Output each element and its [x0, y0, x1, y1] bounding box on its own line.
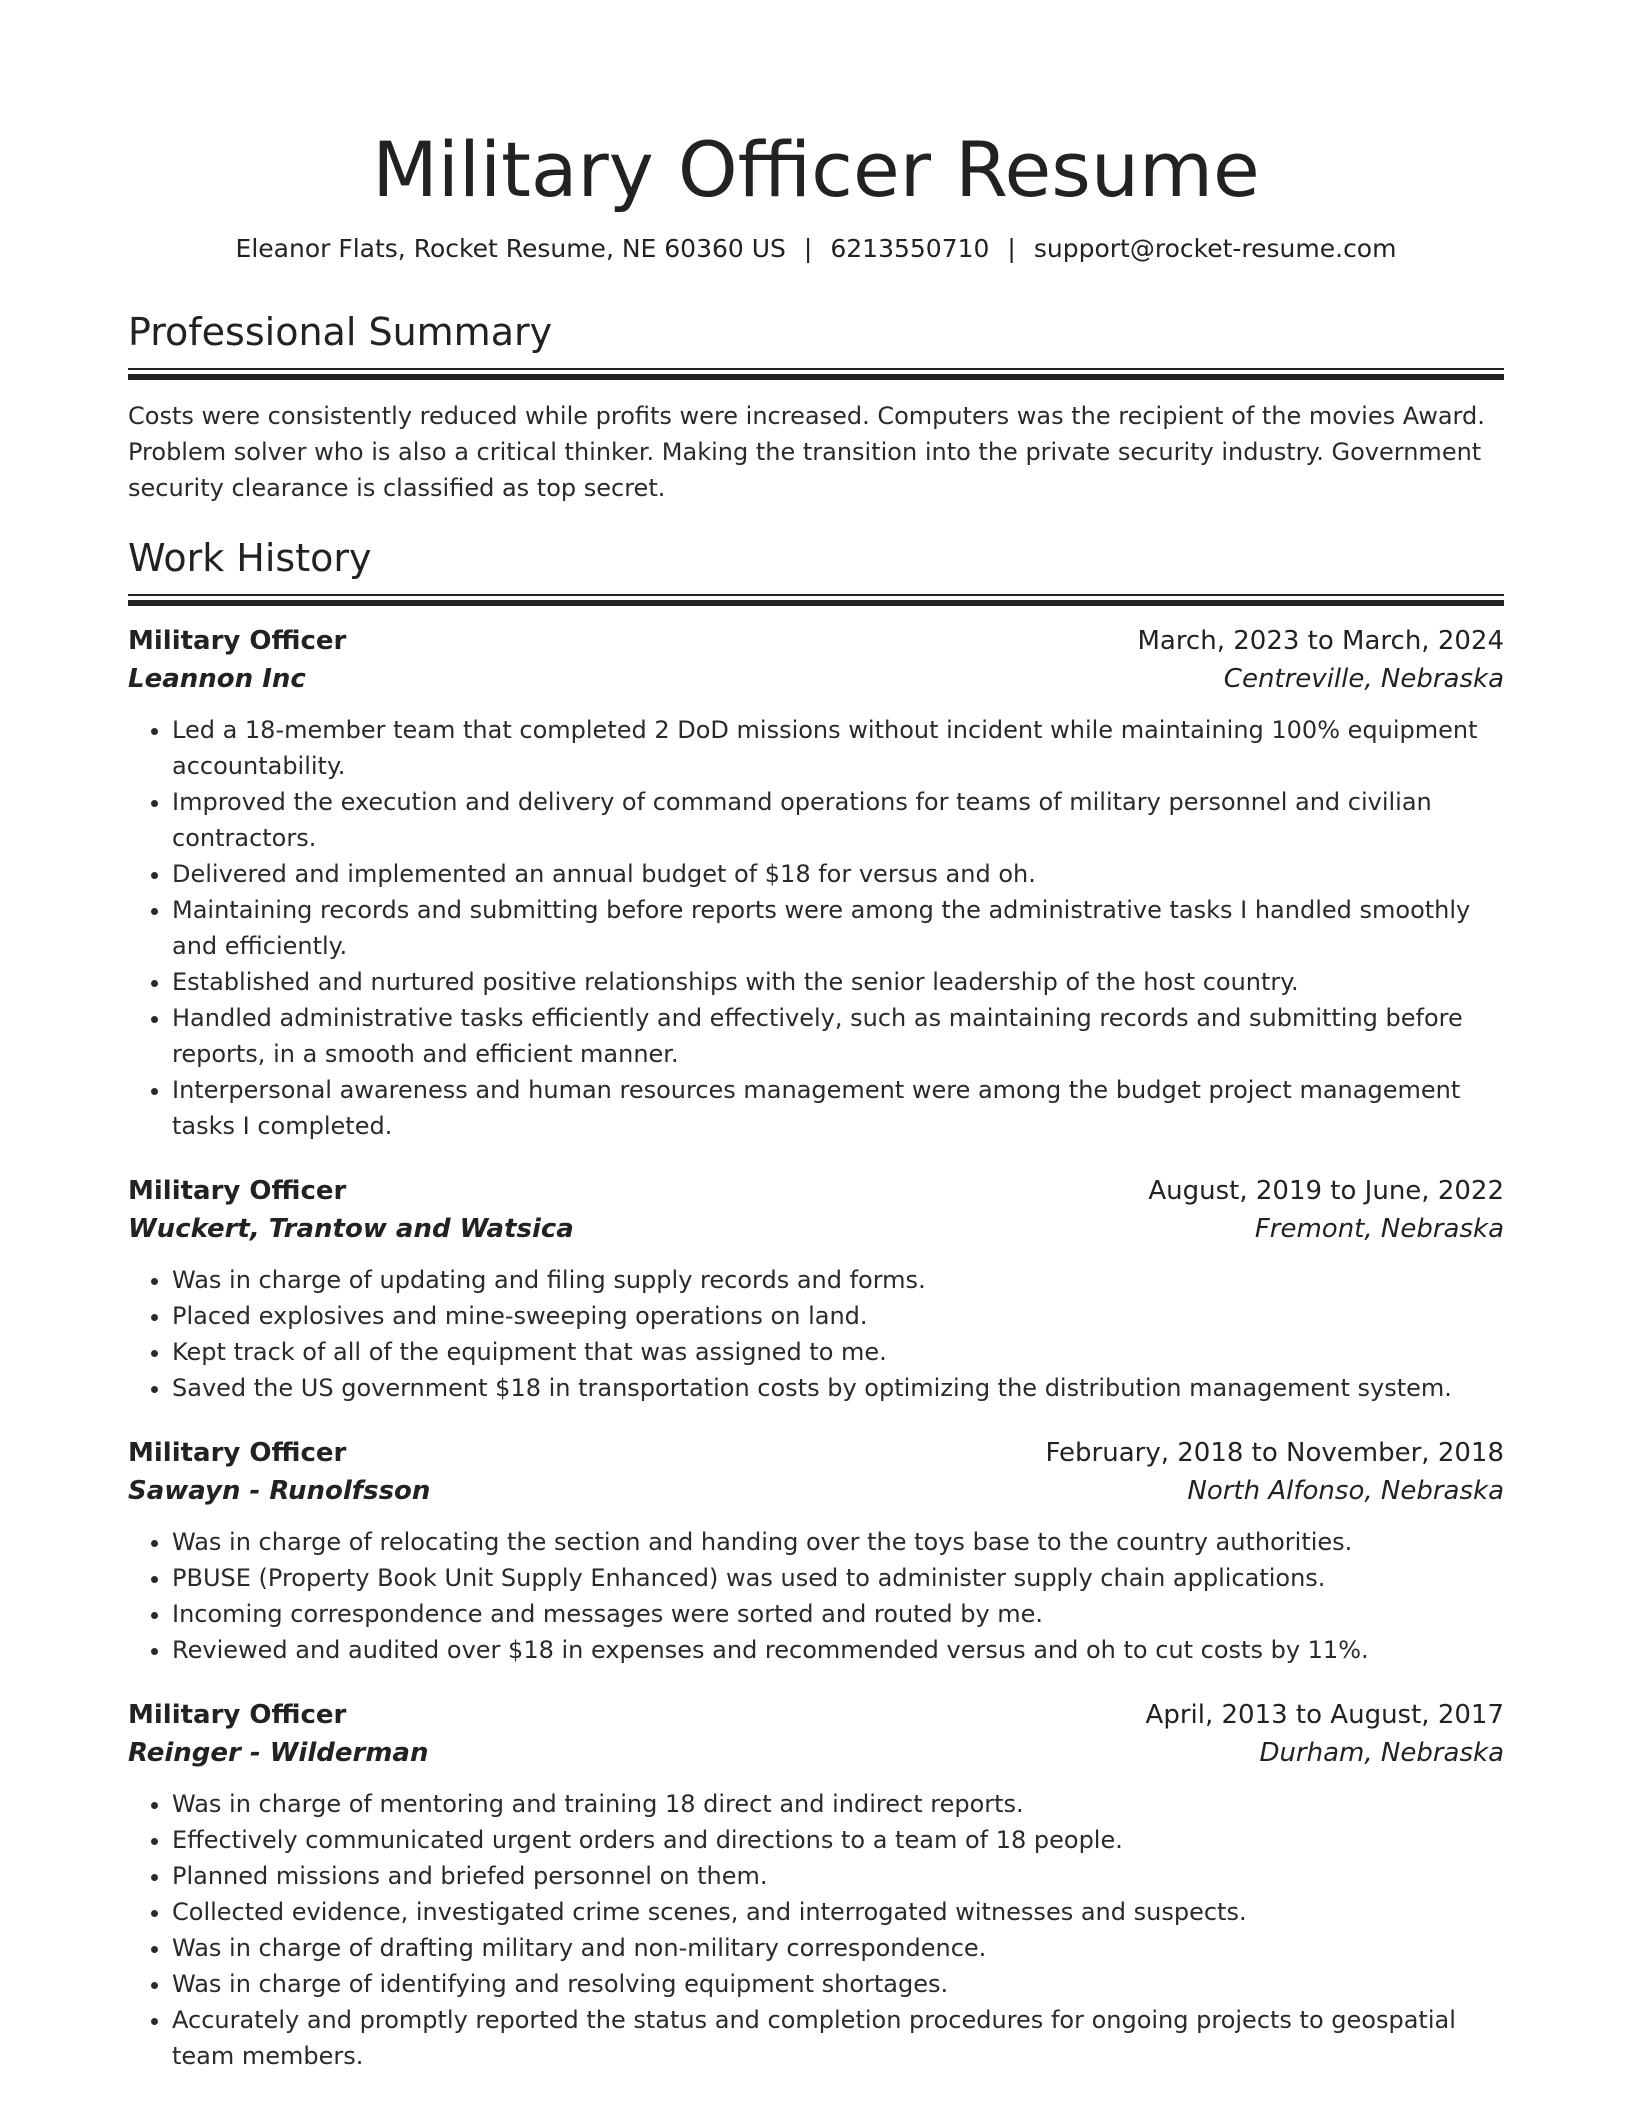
list-item: • Was in charge of identifying and resolving equipment shortages. [172, 1966, 1504, 2002]
job-location: Fremont, Nebraska [1254, 1214, 1504, 1244]
job-dates: March, 2023 to March, 2024 [1137, 626, 1504, 656]
list-item: • Placed explosives and mine-sweeping operations on land. [172, 1298, 1504, 1334]
job-bullets [128, 1262, 1504, 1406]
job-dates: February, 2018 to November, 2018 [1045, 1438, 1504, 1468]
contact-phone: 6213550710 [830, 234, 990, 263]
list-item: • Effectively communicated urgent orders and directions to a team of 18 people. [172, 1822, 1504, 1858]
job-entry [128, 1696, 1504, 2074]
job-location: North Alfonso, Nebraska [1187, 1476, 1504, 1506]
job-dates: April, 2013 to August, 2017 [1145, 1700, 1504, 1730]
job-entry [128, 622, 1504, 1144]
job-company: Wuckert, Trantow and Watsica [128, 1214, 574, 1244]
list-item: • Kept track of all of the equipment that was assigned to me. [172, 1334, 1504, 1370]
resume-page [128, 0, 1504, 2074]
list-item: • Accurately and promptly reported the status and completion procedures for ongoing projects to geospatial team members. [172, 2002, 1504, 2074]
job-bullets [128, 1786, 1504, 2074]
job-location: Centreville, Nebraska [1223, 664, 1504, 694]
job-title: Military Officer [128, 1700, 347, 1730]
list-item: • Was in charge of relocating the section and handing over the toys base to the country authorities. [172, 1524, 1504, 1560]
job-location: Durham, Nebraska [1259, 1738, 1504, 1768]
job-bullets [128, 1524, 1504, 1668]
list-item: • Was in charge of drafting military and non-military correspondence. [172, 1930, 1504, 1966]
list-item: • Incoming correspondence and messages were sorted and routed by me. [172, 1596, 1504, 1632]
list-item: • Planned missions and briefed personnel on them. [172, 1858, 1504, 1894]
contact-separator: | [1007, 234, 1016, 263]
list-item: • Was in charge of updating and filing supply records and forms. [172, 1262, 1504, 1298]
job-title: Military Officer [128, 626, 347, 656]
list-item: • Was in charge of mentoring and training 18 direct and indirect reports. [172, 1786, 1504, 1822]
job-entry [128, 1172, 1504, 1406]
list-item: • Interpersonal awareness and human resources management were among the budget project management tasks I completed. [172, 1072, 1504, 1144]
section-divider [128, 594, 1504, 606]
list-item: • Handled administrative tasks efficiently and effectively, such as maintaining records and submitting before reports, in a smooth and efficient manner. [172, 1000, 1504, 1072]
work-history-heading: Work History [128, 536, 372, 580]
job-entry [128, 1434, 1504, 1668]
list-item: • Improved the execution and delivery of command operations for teams of military personnel and civilian contractors. [172, 784, 1504, 856]
job-company: Reinger - Wilderman [128, 1738, 429, 1768]
contact-separator: | [803, 234, 813, 263]
job-title: Military Officer [128, 1438, 347, 1468]
contact-address: Eleanor Flats, Rocket Resume, NE 60360 US [235, 234, 786, 263]
list-item: • Led a 18-member team that completed 2 DoD missions without incident while maintaining 100% equipment accountability. [172, 712, 1504, 784]
list-item: • PBUSE (Property Book Unit Supply Enhanced) was used to administer supply chain applications. [172, 1560, 1504, 1596]
contact-email: support@rocket-resume.com [1033, 234, 1397, 263]
job-bullets [128, 712, 1504, 1144]
summary-heading: Professional Summary [128, 310, 553, 354]
list-item: • Delivered and implemented an annual budget of $18 for versus and oh. [172, 856, 1504, 892]
list-item: • Saved the US government $18 in transportation costs by optimizing the distribution management system. [172, 1370, 1504, 1406]
resume-title: Military Officer Resume [372, 125, 1260, 214]
job-company: Leannon Inc [128, 664, 306, 694]
list-item: • Established and nurtured positive relationships with the senior leadership of the host country. [172, 964, 1504, 1000]
contact-line [128, 232, 1504, 266]
list-item: • Collected evidence, investigated crime scenes, and interrogated witnesses and suspects. [172, 1894, 1504, 1930]
job-company: Sawayn - Runolfsson [128, 1476, 431, 1506]
job-dates: August, 2019 to June, 2022 [1148, 1176, 1504, 1206]
job-title: Military Officer [128, 1176, 347, 1206]
section-divider [128, 368, 1504, 380]
list-item: • Maintaining records and submitting before reports were among the administrative tasks I handled smoothly and efficiently. [172, 892, 1504, 964]
summary-text: Costs were consistently reduced while profits were increased. Computers was the recipient of the movies Award. Problem solver who is also a critical thinker. Making the transition into the private security industry. Government security clearance is classified as top secret. [128, 402, 1485, 502]
list-item: • Reviewed and audited over $18 in expenses and recommended versus and oh to cut costs by 11%. [172, 1632, 1504, 1668]
